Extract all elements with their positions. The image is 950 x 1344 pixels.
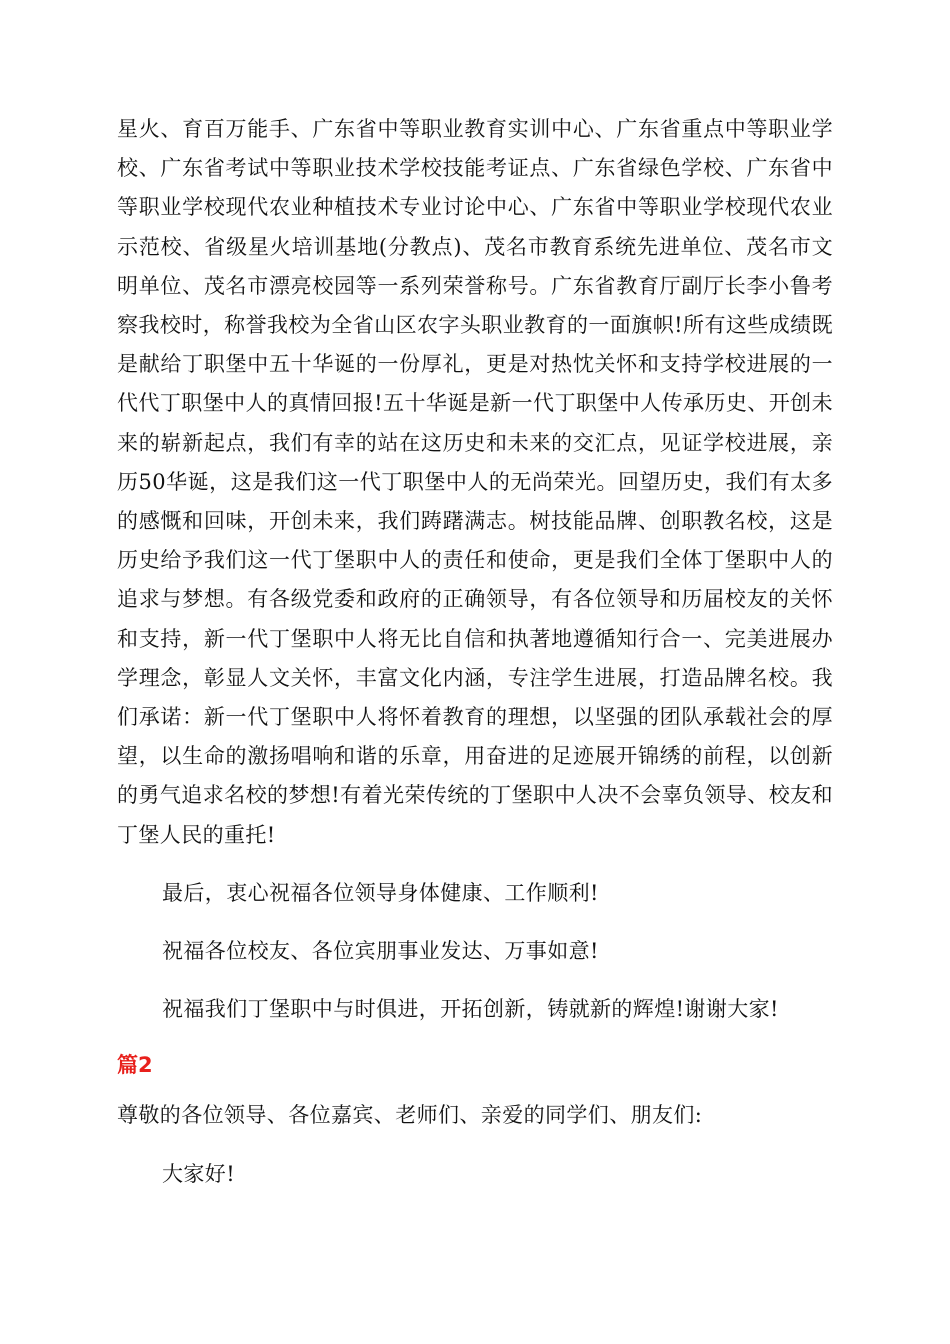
section-heading: 篇2 [117,1053,153,1078]
salutation: 尊敬的各位领导、各位嘉宾、老师们、亲爱的同学们、朋友们: [117,1103,703,1128]
document-page [117,110,833,1213]
body-paragraph: 星火、育百万能手、广东省中等职业教育实训中心、广东省重点中等职业学校、广东省考试中等职业技术学校技能考证点、广东省绿色学校、广东省中等职业学校现代农业种植技术专业讨论中心、广东省中等职业学校现代农业示范校、省级星火培训基地(分教点)、茂名市教育系统先进单位、茂名市文明单位、茂名市漂亮校园等一系列荣誉称号。广东省教育厅副厅长李小鲁考察我校时，称誉我校为全省山区农字头职业教育的一面旗帜!所有这些成绩既是献给丁职堡中五十华诞的一份厚礼，更是对热忱关怀和支持学校进展的一代代丁职堡中人的真情回报!五十华诞是新一代丁职堡中人传承历史、开创未来的崭新起点，我们有幸的站在这历史和未来的交汇点，见证学校进展，亲历50华诞，这是我们这一代丁职堡中人的无尚荣光。回望历史，我们有太多的感慨和回味，开创未来，我们踌躇满志。树技能品牌、创职教名校，这是历史给予我们这一代丁堡职中人的责任和使命，更是我们全体丁堡职中人的追求与梦想。有各级党委和政府的正确领导，有各位领导和历届校友的关怀和支持，新一代丁堡职中人将无比自信和执著地遵循知行合一、完美进展办学理念，彰显人文关怀，丰富文化内涵，专注学生进展，打造品牌名校。我们承诺：新一代丁堡职中人将怀着教育的理想，以坚强的团队承载社会的厚望，以生命的激扬唱响和谐的乐章，用奋进的足迹展开锦绣的前程，以创新的勇气追求名校的梦想!有着光荣传统的丁堡职中人决不会辜负领导、校友和丁堡人民的重托! [117,117,833,847]
greeting: 大家好! [162,1161,236,1186]
closing-line-3: 祝福我们丁堡职中与时俱进，开拓创新，铸就新的辉煌!谢谢大家! [162,997,779,1022]
closing-line-1: 最后，衷心祝福各位领导身体健康、工作顺利! [162,880,599,905]
closing-line-2: 祝福各位校友、各位宾朋事业发达、万事如意! [162,939,599,964]
